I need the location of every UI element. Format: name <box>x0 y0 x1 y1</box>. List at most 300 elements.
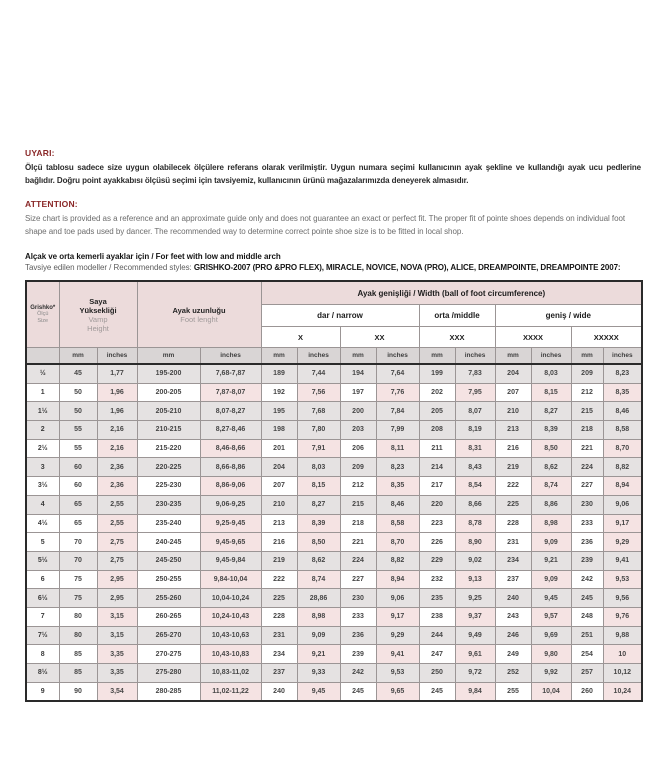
value-cell: 260 <box>571 682 603 701</box>
value-cell: 65 <box>59 495 97 514</box>
arch-type-heading: Alçak ve orta kemerli ayaklar için / For feet with low and middle arch <box>25 252 281 261</box>
value-cell: 231 <box>261 626 297 645</box>
value-cell: 270-275 <box>137 645 200 664</box>
value-cell: 210-215 <box>137 421 200 440</box>
value-cell: 235-240 <box>137 514 200 533</box>
value-cell: 249 <box>495 645 531 664</box>
value-cell: 10,04-10,24 <box>200 589 261 608</box>
value-cell: 8,54 <box>455 477 495 496</box>
value-cell: 7,44 <box>297 364 340 383</box>
header-foot-width: Ayak genişliği / Width (ball of foot circumference) <box>261 281 642 305</box>
value-cell: 55 <box>59 421 97 440</box>
value-cell: 8,07-8,27 <box>200 402 261 421</box>
value-cell: 7,64 <box>376 364 419 383</box>
unit-inches: inches <box>603 348 642 365</box>
value-cell: 8,27 <box>297 495 340 514</box>
value-cell: 10,12 <box>603 664 642 683</box>
value-cell: 198 <box>261 421 297 440</box>
value-cell: 280-285 <box>137 682 200 701</box>
value-cell: 9,33 <box>297 664 340 683</box>
value-cell: 9,21 <box>297 645 340 664</box>
value-cell: 8,82 <box>603 458 642 477</box>
value-cell: 245 <box>419 682 455 701</box>
warning-title-en: ATTENTION: <box>25 199 78 209</box>
unit-inches: inches <box>376 348 419 365</box>
value-cell: 1,96 <box>97 402 137 421</box>
value-cell: 2,55 <box>97 514 137 533</box>
table-row <box>26 607 642 626</box>
unit-inches: inches <box>297 348 340 365</box>
value-cell: 2,75 <box>97 551 137 570</box>
value-cell: 234 <box>261 645 297 664</box>
value-cell: 9,49 <box>455 626 495 645</box>
size-cell: 7 <box>26 607 59 626</box>
value-cell: 3,35 <box>97 645 137 664</box>
value-cell: 223 <box>419 514 455 533</box>
value-cell: 8,70 <box>603 439 642 458</box>
value-cell: 207 <box>261 477 297 496</box>
value-cell: 8,90 <box>455 533 495 552</box>
value-cell: 9,76 <box>603 607 642 626</box>
value-cell: 9,25 <box>455 589 495 608</box>
value-cell: 211 <box>419 439 455 458</box>
size-cell: 4½ <box>26 514 59 533</box>
value-cell: 10,24-10,43 <box>200 607 261 626</box>
value-cell: 2,55 <box>97 495 137 514</box>
value-cell: 250-255 <box>137 570 200 589</box>
value-cell: 85 <box>59 645 97 664</box>
value-cell: 206 <box>340 439 376 458</box>
value-cell: 2,36 <box>97 458 137 477</box>
table-row <box>26 402 642 421</box>
value-cell: 237 <box>495 570 531 589</box>
table-row <box>26 439 642 458</box>
value-cell: 3,35 <box>97 664 137 683</box>
value-cell: 275-280 <box>137 664 200 683</box>
header-width-xx: XX <box>340 327 419 348</box>
value-cell: 9,56 <box>603 589 642 608</box>
size-cell: 5½ <box>26 551 59 570</box>
value-cell: 225-230 <box>137 477 200 496</box>
value-cell: 208 <box>419 421 455 440</box>
unit-inches: inches <box>200 348 261 365</box>
unit-mm: mm <box>419 348 455 365</box>
size-cell: 9 <box>26 682 59 701</box>
value-cell: 8,86-9,06 <box>200 477 261 496</box>
value-cell: 9,13 <box>455 570 495 589</box>
header-middle: orta /middle <box>419 305 495 327</box>
value-cell: 250 <box>419 664 455 683</box>
value-cell: 8,50 <box>297 533 340 552</box>
value-cell: 234 <box>495 551 531 570</box>
value-cell: 9,45-9,84 <box>200 551 261 570</box>
value-cell: 214 <box>419 458 455 477</box>
value-cell: 7,56 <box>297 383 340 402</box>
value-cell: 7,68 <box>297 402 340 421</box>
value-cell: 212 <box>571 383 603 402</box>
value-cell: 228 <box>261 607 297 626</box>
value-cell: 9,25-9,45 <box>200 514 261 533</box>
value-cell: 2,95 <box>97 570 137 589</box>
value-cell: 205-210 <box>137 402 200 421</box>
header-brand: Grishko* <box>30 304 56 311</box>
value-cell: 227 <box>340 570 376 589</box>
value-cell: 215-220 <box>137 439 200 458</box>
value-cell: 204 <box>495 364 531 383</box>
value-cell: 70 <box>59 551 97 570</box>
value-cell: 3,15 <box>97 626 137 645</box>
header-narrow: dar / narrow <box>261 305 419 327</box>
value-cell: 219 <box>261 551 297 570</box>
value-cell: 257 <box>571 664 603 683</box>
value-cell: 242 <box>571 570 603 589</box>
value-cell: 9,72 <box>455 664 495 683</box>
value-cell: 227 <box>571 477 603 496</box>
value-cell: 8,50 <box>531 439 571 458</box>
value-cell: 8,39 <box>297 514 340 533</box>
units-empty-cell <box>26 348 59 365</box>
value-cell: 8,46-8,66 <box>200 439 261 458</box>
size-cell: 6 <box>26 570 59 589</box>
value-cell: 50 <box>59 402 97 421</box>
value-cell: 9,45 <box>531 589 571 608</box>
size-cell: ½ <box>26 364 59 383</box>
value-cell: 215 <box>571 402 603 421</box>
value-cell: 80 <box>59 607 97 626</box>
value-cell: 8,46 <box>376 495 419 514</box>
size-cell: 3½ <box>26 477 59 496</box>
value-cell: 9,29 <box>376 626 419 645</box>
value-cell: 2,16 <box>97 439 137 458</box>
value-cell: 8,03 <box>531 364 571 383</box>
value-cell: 221 <box>340 533 376 552</box>
value-cell: 8,27-8,46 <box>200 421 261 440</box>
value-cell: 7,91 <box>297 439 340 458</box>
value-cell: 245 <box>340 682 376 701</box>
header-vamp-height: Saya Yüksekliği Vamp Height <box>59 281 137 348</box>
value-cell: 236 <box>340 626 376 645</box>
size-cell: 1 <box>26 383 59 402</box>
value-cell: 220-225 <box>137 458 200 477</box>
value-cell: 8,39 <box>531 421 571 440</box>
value-cell: 7,76 <box>376 383 419 402</box>
value-cell: 218 <box>340 514 376 533</box>
header-wide: geniş / wide <box>495 305 642 327</box>
value-cell: 200 <box>340 402 376 421</box>
table-row <box>26 495 642 514</box>
value-cell: 192 <box>261 383 297 402</box>
unit-mm: mm <box>495 348 531 365</box>
value-cell: 213 <box>261 514 297 533</box>
value-cell: 10,43-10,83 <box>200 645 261 664</box>
value-cell: 195 <box>261 402 297 421</box>
value-cell: 246 <box>495 626 531 645</box>
value-cell: 201 <box>261 439 297 458</box>
header-size: Size <box>37 317 49 324</box>
value-cell: 8,27 <box>531 402 571 421</box>
table-row <box>26 458 642 477</box>
value-cell: 254 <box>571 645 603 664</box>
value-cell: 229 <box>419 551 455 570</box>
value-cell: 8,58 <box>376 514 419 533</box>
value-cell: 9,41 <box>376 645 419 664</box>
value-cell: 3,54 <box>97 682 137 701</box>
value-cell: 2,75 <box>97 533 137 552</box>
value-cell: 210 <box>495 402 531 421</box>
value-cell: 70 <box>59 533 97 552</box>
value-cell: 207 <box>495 383 531 402</box>
value-cell: 7,84 <box>376 402 419 421</box>
value-cell: 238 <box>419 607 455 626</box>
value-cell: 85 <box>59 664 97 683</box>
value-cell: 8,98 <box>531 514 571 533</box>
value-cell: 50 <box>59 383 97 402</box>
header-width-x: X <box>261 327 340 348</box>
table-row <box>26 383 642 402</box>
value-cell: 9,37 <box>455 607 495 626</box>
value-cell: 197 <box>340 383 376 402</box>
value-cell: 9,06-9,25 <box>200 495 261 514</box>
table-row <box>26 364 642 383</box>
value-cell: 10,43-10,63 <box>200 626 261 645</box>
value-cell: 219 <box>495 458 531 477</box>
value-cell: 9,06 <box>376 589 419 608</box>
value-cell: 194 <box>340 364 376 383</box>
unit-inches: inches <box>97 348 137 365</box>
value-cell: 243 <box>495 607 531 626</box>
value-cell: 7,87-8,07 <box>200 383 261 402</box>
value-cell: 8,35 <box>376 477 419 496</box>
value-cell: 240 <box>495 589 531 608</box>
value-cell: 2,95 <box>97 589 137 608</box>
value-cell: 8,86 <box>531 495 571 514</box>
size-cell: 2 <box>26 421 59 440</box>
value-cell: 252 <box>495 664 531 683</box>
value-cell: 9,80 <box>531 645 571 664</box>
value-cell: 245-250 <box>137 551 200 570</box>
value-cell: 9,45 <box>297 682 340 701</box>
size-cell: 2½ <box>26 439 59 458</box>
recommended-styles-line <box>25 263 641 272</box>
value-cell: 242 <box>340 664 376 683</box>
table-row <box>26 682 642 701</box>
value-cell: 230 <box>340 589 376 608</box>
value-cell: 9,65 <box>376 682 419 701</box>
value-cell: 8,70 <box>376 533 419 552</box>
value-cell: 8,66 <box>455 495 495 514</box>
value-cell: 8,23 <box>603 364 642 383</box>
value-cell: 237 <box>261 664 297 683</box>
value-cell: 228 <box>495 514 531 533</box>
unit-mm: mm <box>261 348 297 365</box>
value-cell: 28,86 <box>297 589 340 608</box>
value-cell: 9,17 <box>376 607 419 626</box>
table-row <box>26 533 642 552</box>
value-cell: 218 <box>571 421 603 440</box>
value-cell: 45 <box>59 364 97 383</box>
unit-mm: mm <box>340 348 376 365</box>
value-cell: 225 <box>261 589 297 608</box>
value-cell: 9,09 <box>531 570 571 589</box>
value-cell: 8,94 <box>376 570 419 589</box>
value-cell: 233 <box>340 607 376 626</box>
value-cell: 2,36 <box>97 477 137 496</box>
size-cell: 6½ <box>26 589 59 608</box>
value-cell: 233 <box>571 514 603 533</box>
value-cell: 225 <box>495 495 531 514</box>
value-cell: 8,98 <box>297 607 340 626</box>
size-rows <box>26 364 642 701</box>
value-cell: 75 <box>59 570 97 589</box>
value-cell: 216 <box>495 439 531 458</box>
size-cell: 5 <box>26 533 59 552</box>
value-cell: 9,92 <box>531 664 571 683</box>
value-cell: 226 <box>419 533 455 552</box>
value-cell: 1,96 <box>97 383 137 402</box>
value-cell: 10,04 <box>531 682 571 701</box>
table-row <box>26 421 642 440</box>
warning-paragraph-en: Size chart is provided as a reference and an approximate guide only and does not guarantee an exact or perfect fit. The proper fit of pointe shoes depends on individual foot shape and toe pads used by dancer. The recommended way to determine correct pointe shoe size is to be fitted in local shop. <box>25 214 626 236</box>
value-cell: 10 <box>603 645 642 664</box>
value-cell: 10,24 <box>603 682 642 701</box>
size-cell: 7½ <box>26 626 59 645</box>
value-cell: 239 <box>340 645 376 664</box>
value-cell: 9,09 <box>297 626 340 645</box>
value-cell: 7,68-7,87 <box>200 364 261 383</box>
value-cell: 209 <box>340 458 376 477</box>
value-cell: 8,62 <box>531 458 571 477</box>
value-cell: 265-270 <box>137 626 200 645</box>
value-cell: 8,15 <box>297 477 340 496</box>
warning-title-tr: UYARI: <box>25 148 55 158</box>
value-cell: 8,78 <box>455 514 495 533</box>
value-cell: 8,58 <box>603 421 642 440</box>
value-cell: 240 <box>261 682 297 701</box>
value-cell: 205 <box>419 402 455 421</box>
unit-mm: mm <box>59 348 97 365</box>
value-cell: 8,35 <box>603 383 642 402</box>
value-cell: 8,46 <box>603 402 642 421</box>
value-cell: 224 <box>571 458 603 477</box>
table-row <box>26 626 642 645</box>
value-cell: 215 <box>340 495 376 514</box>
value-cell: 8,23 <box>376 458 419 477</box>
value-cell: 8,07 <box>455 402 495 421</box>
value-cell: 244 <box>419 626 455 645</box>
value-cell: 9,53 <box>603 570 642 589</box>
value-cell: 235 <box>419 589 455 608</box>
header-olcu: Ölçü <box>37 311 49 318</box>
value-cell: 9,84 <box>455 682 495 701</box>
recommended-styles-value: GRISHKO-2007 (PRO &PRO FLEX), MIRACLE, NOVICE, NOVA (PRO), ALICE, DREAMPOINTE, DREAMPOINTE 2007: <box>193 263 621 272</box>
value-cell: 9,02 <box>455 551 495 570</box>
value-cell: 209 <box>571 364 603 383</box>
value-cell: 195-200 <box>137 364 200 383</box>
value-cell: 7,83 <box>455 364 495 383</box>
value-cell: 210 <box>261 495 297 514</box>
value-cell: 217 <box>419 477 455 496</box>
value-cell: 7,95 <box>455 383 495 402</box>
value-cell: 251 <box>571 626 603 645</box>
value-cell: 8,66-8,86 <box>200 458 261 477</box>
value-cell: 245 <box>571 589 603 608</box>
value-cell: 236 <box>571 533 603 552</box>
value-cell: 55 <box>59 439 97 458</box>
value-cell: 9,06 <box>603 495 642 514</box>
value-cell: 200-205 <box>137 383 200 402</box>
value-cell: 9,61 <box>455 645 495 664</box>
size-cell: 1½ <box>26 402 59 421</box>
value-cell: 221 <box>571 439 603 458</box>
table-row <box>26 664 642 683</box>
unit-inches: inches <box>531 348 571 365</box>
header-width-xxx: XXX <box>419 327 495 348</box>
unit-mm: mm <box>571 348 603 365</box>
value-cell: 60 <box>59 477 97 496</box>
header-width-xxxx: XXXX <box>495 327 571 348</box>
value-cell: 247 <box>419 645 455 664</box>
value-cell: 213 <box>495 421 531 440</box>
value-cell: 212 <box>340 477 376 496</box>
value-cell: 3,15 <box>97 607 137 626</box>
value-cell: 8,19 <box>455 421 495 440</box>
value-cell: 90 <box>59 682 97 701</box>
value-cell: 80 <box>59 626 97 645</box>
unit-mm: mm <box>137 348 200 365</box>
size-cell: 3 <box>26 458 59 477</box>
value-cell: 220 <box>419 495 455 514</box>
value-cell: 9,88 <box>603 626 642 645</box>
value-cell: 255-260 <box>137 589 200 608</box>
value-cell: 9,17 <box>603 514 642 533</box>
table-row <box>26 645 642 664</box>
value-cell: 8,31 <box>455 439 495 458</box>
unit-inches: inches <box>455 348 495 365</box>
document-body <box>25 148 641 702</box>
value-cell: 189 <box>261 364 297 383</box>
value-cell: 255 <box>495 682 531 701</box>
table-row <box>26 570 642 589</box>
value-cell: 230-235 <box>137 495 200 514</box>
header-foot-length: Ayak uzunluğu Foot lenght <box>137 281 261 348</box>
value-cell: 260-265 <box>137 607 200 626</box>
value-cell: 232 <box>419 570 455 589</box>
size-chart-table <box>25 280 643 702</box>
value-cell: 8,11 <box>376 439 419 458</box>
value-cell: 9,29 <box>603 533 642 552</box>
value-cell: 203 <box>340 421 376 440</box>
value-cell: 231 <box>495 533 531 552</box>
value-cell: 7,99 <box>376 421 419 440</box>
value-cell: 8,03 <box>297 458 340 477</box>
units-row <box>26 348 642 365</box>
value-cell: 10,83-11,02 <box>200 664 261 683</box>
size-cell: 4 <box>26 495 59 514</box>
header-width-xxxxx: XXXXX <box>571 327 642 348</box>
value-cell: 75 <box>59 589 97 608</box>
value-cell: 60 <box>59 458 97 477</box>
value-cell: 199 <box>419 364 455 383</box>
size-cell: 8 <box>26 645 59 664</box>
value-cell: 224 <box>340 551 376 570</box>
value-cell: 8,74 <box>297 570 340 589</box>
value-cell: 248 <box>571 607 603 626</box>
value-cell: 9,41 <box>603 551 642 570</box>
table-row <box>26 514 642 533</box>
value-cell: 65 <box>59 514 97 533</box>
value-cell: 7,80 <box>297 421 340 440</box>
value-cell: 9,57 <box>531 607 571 626</box>
